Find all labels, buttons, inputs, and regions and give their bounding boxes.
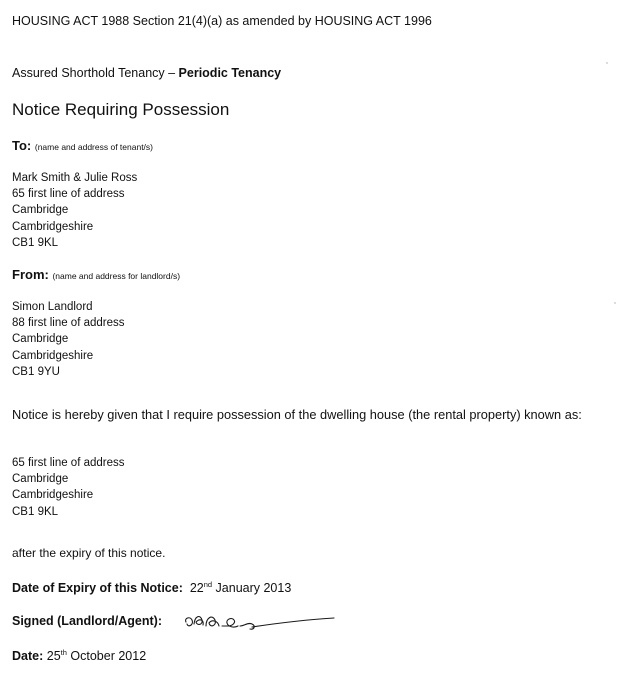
address-line: Mark Smith & Julie Ross xyxy=(12,172,138,184)
page-title: Notice Requiring Possession xyxy=(12,100,230,119)
tenant-address xyxy=(12,170,137,251)
address-line: Cambridgeshire xyxy=(12,220,94,233)
property-address xyxy=(12,455,125,520)
date-field xyxy=(12,648,146,663)
address-line: CB1 9YU xyxy=(12,365,60,378)
to-label: To: xyxy=(12,138,32,153)
expiry-day: 22 xyxy=(189,581,204,596)
date-suffix: th xyxy=(60,648,67,657)
to-heading xyxy=(12,138,153,153)
expiry-date-field xyxy=(12,580,291,595)
address-line: Cambridge xyxy=(12,473,69,486)
from-heading xyxy=(12,267,180,282)
signed-label: Signed (Landlord/Agent): xyxy=(12,614,162,628)
date-label: Date: xyxy=(12,649,44,664)
address-line: CB1 9KL xyxy=(12,505,59,518)
from-hint: (name and address for landlord/s) xyxy=(52,271,181,281)
expiry-label: Date of Expiry of this Notice: xyxy=(12,581,183,596)
from-label: From: xyxy=(12,267,49,282)
address-line: Cambridge xyxy=(12,333,69,346)
signature-image xyxy=(182,608,342,636)
after-expiry-text: after the expiry of this notice. xyxy=(12,546,166,560)
address-line: Cambridgeshire xyxy=(12,349,94,362)
act-reference: HOUSING ACT 1988 Section 21(4)(a) as amended by HOUSING ACT 1996 xyxy=(12,14,432,28)
scan-speck xyxy=(606,62,608,64)
address-line: 65 first line of address xyxy=(12,457,125,469)
tenancy-type xyxy=(12,66,281,80)
tenancy-kind: Periodic Tenancy xyxy=(178,66,282,80)
address-line: Simon Landlord xyxy=(12,301,93,313)
address-line: 65 first line of address xyxy=(12,188,125,201)
address-line: CB1 9KL xyxy=(12,236,59,249)
address-line: Cambridgeshire xyxy=(12,489,94,502)
address-line: Cambridge xyxy=(12,204,69,217)
expiry-rest: January 2013 xyxy=(212,581,292,596)
tenancy-prefix: Assured Shorthold Tenancy – xyxy=(12,66,179,80)
notice-text: Notice is hereby given that I require possession of the dwelling house (the rental property) known as: xyxy=(12,407,582,422)
landlord-address xyxy=(12,299,125,380)
signed-field xyxy=(12,614,162,628)
expiry-suffix: nd xyxy=(203,580,213,589)
date-day: 25 xyxy=(46,649,61,664)
date-rest: October 2012 xyxy=(66,649,147,664)
address-line: 88 first line of address xyxy=(12,317,125,330)
to-hint: (name and address of tenant/s) xyxy=(34,142,153,152)
scan-speck xyxy=(614,302,616,304)
